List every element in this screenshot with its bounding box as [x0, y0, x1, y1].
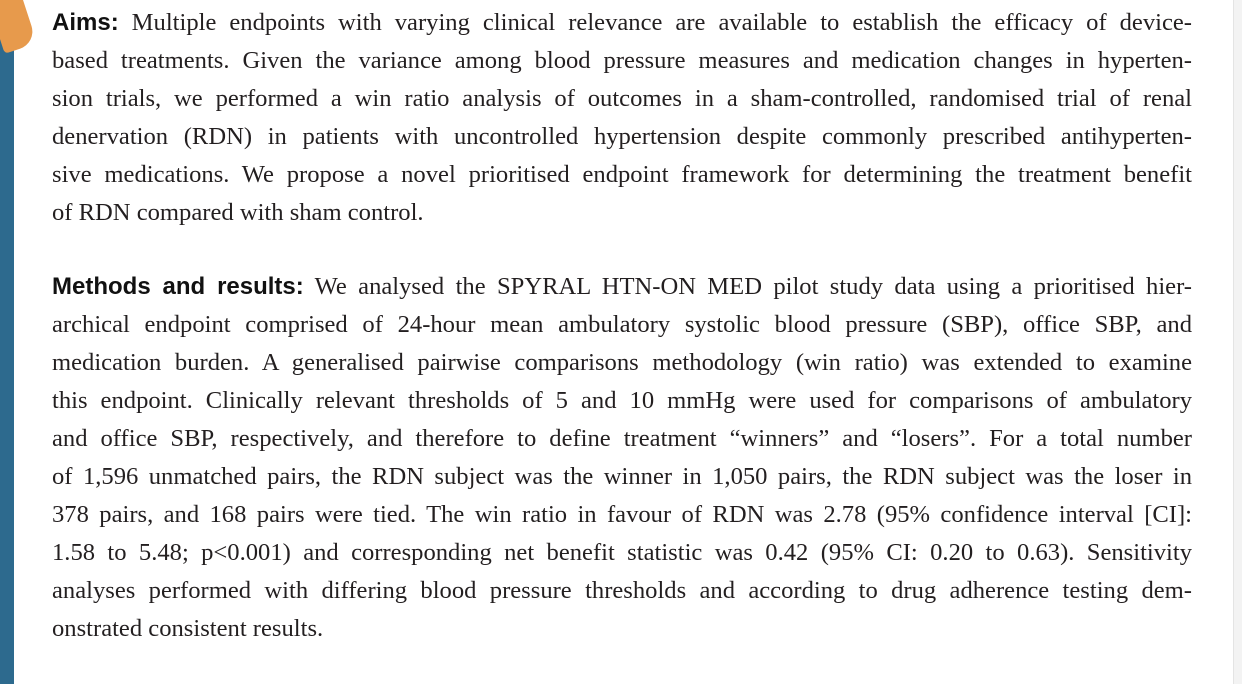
methods-paragraph — [52, 268, 1192, 647]
aims-line: based treatments. Given the variance among blood pressure measures and medication changes in hyperten- — [52, 46, 1192, 74]
methods-line — [52, 268, 1192, 306]
methods-line: onstrated consistent results. — [52, 614, 324, 642]
methods-line-text: We analysed the SPYRAL HTN-ON MED pilot study data using a prioritised hier- — [303, 273, 1192, 301]
aims-line: sion trials, we performed a win ratio analysis of outcomes in a sham-controlled, randomised trial of renal — [52, 84, 1192, 112]
abstract-content — [52, 4, 1192, 648]
methods-line: of 1,596 unmatched pairs, the RDN subject was the winner in 1,050 pairs, the RDN subject was the loser in — [52, 462, 1192, 490]
methods-line: 1.58 to 5.48; p<0.001) and corresponding net benefit statistic was 0.42 (95% CI: 0.20 to 0.63). Sensitivity — [52, 538, 1192, 566]
methods-heading: Methods and results: — [52, 273, 304, 301]
aims-heading: Aims: — [52, 9, 119, 36]
orange-decoration — [0, 0, 37, 54]
methods-line: medication burden. A generalised pairwise comparisons methodology (win ratio) was extended to examine — [52, 349, 1192, 377]
aims-paragraph — [52, 4, 1192, 231]
methods-line: and office SBP, respectively, and therefore to define treatment “winners” and “losers”. For a total number — [52, 425, 1192, 453]
methods-line: analyses performed with differing blood pressure thresholds and according to drug adherence testing dem- — [52, 576, 1192, 604]
methods-line: this endpoint. Clinically relevant thresholds of 5 and 10 mmHg were used for comparisons of ambulatory — [52, 387, 1192, 415]
methods-line: archical endpoint comprised of 24-hour mean ambulatory systolic blood pressure (SBP), office SBP, and — [52, 311, 1192, 339]
right-scroll-edge — [1233, 0, 1242, 684]
aims-line: of RDN compared with sham control. — [52, 198, 424, 226]
aims-line: denervation (RDN) in patients with uncontrolled hypertension despite commonly prescribed antihyperten- — [52, 122, 1192, 150]
methods-line: 378 pairs, and 168 pairs were tied. The win ratio in favour of RDN was 2.78 (95% confidence interval [CI]: — [52, 500, 1192, 528]
aims-line-text: Multiple endpoints with varying clinical relevance are available to establish the efficacy of device- — [118, 9, 1192, 36]
aims-line — [52, 4, 1192, 42]
left-accent-bar — [0, 0, 14, 684]
aims-line: sive medications. We propose a novel prioritised endpoint framework for determining the treatment benefit — [52, 160, 1192, 188]
